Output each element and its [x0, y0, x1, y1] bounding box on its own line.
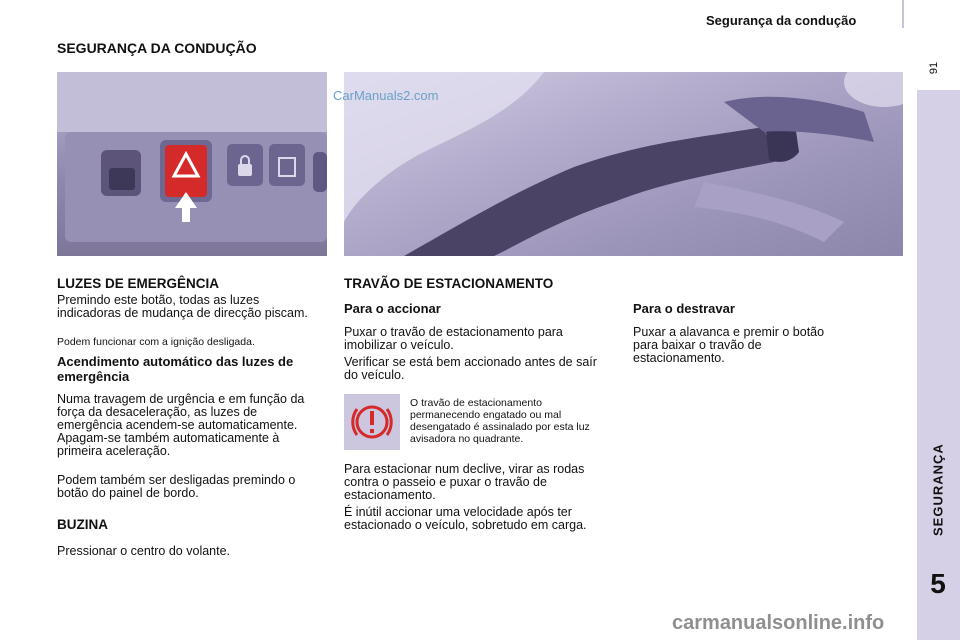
brake-warning-text: O travão de estacionamento permanecendo engatado ou mal desengatado é assinalado por esta luz avisadora no quadrante. [410, 397, 590, 445]
header-divider [902, 0, 904, 28]
hazard-lights-note: Podem funcionar com a ignição desligada. [57, 336, 255, 348]
brake-warning-icon [348, 398, 396, 446]
hazard-lights-heading: LUZES DE EMERGÊNCIA [57, 276, 220, 291]
watermark-top: CarManuals2.com [333, 88, 439, 103]
slope-parking-text: Para estacionar num declive, virar as rodas contra o passeio e puxar o travão de estacionamento. [344, 462, 585, 502]
running-header-title: Segurança da condução [706, 13, 857, 28]
auto-hazard-off-text: Podem também ser desligadas premindo o botão do painel de bordo. [57, 473, 296, 500]
chapter-number: 5 [930, 568, 946, 599]
chapter-label: SEGURANÇA [930, 443, 946, 537]
gear-parking-text: É inútil accionar uma velocidade após ter estacionado o veículo, sobretudo em carga. [344, 505, 587, 532]
page-heading: SEGURANÇA DA CONDUÇÃO [57, 40, 257, 56]
horn-text: Pressionar o centro do volante. [57, 544, 231, 558]
apply-brake-check-text: Verificar se está bem accionado antes de saír do veículo. [344, 355, 597, 382]
apply-brake-text: Puxar o travão de estacionamento para imobilizar o veículo. [344, 325, 563, 352]
auto-hazard-heading: Acendimento automático das luzes de emergência [57, 354, 294, 384]
horn-heading: BUZINA [57, 517, 108, 532]
hazard-lights-text: Premindo este botão, todas as luzes indicadoras de mudança de direcção piscam. [57, 293, 308, 320]
page-number: 91 [928, 61, 941, 75]
chapter-sidebar [917, 90, 960, 640]
parking-brake-heading: TRAVÃO DE ESTACIONAMENTO [344, 276, 554, 291]
auto-hazard-text: Numa travagem de urgência e em função da força da desaceleração, as luzes de emergência acendem-se automaticamente. Apagam-se também automaticamente à primeira aceleração. [57, 392, 305, 458]
release-brake-heading: Para o destravar [633, 301, 735, 316]
brake-warning-light [344, 394, 400, 450]
hazard-switch-photo [57, 72, 327, 256]
release-brake-text: Puxar a alavanca e premir o botão para baixar o travão de estacionamento. [633, 325, 825, 365]
door-button [269, 144, 305, 186]
apply-brake-heading: Para o accionar [344, 301, 441, 316]
watermark-bottom: carmanualsonline.info [672, 612, 885, 634]
